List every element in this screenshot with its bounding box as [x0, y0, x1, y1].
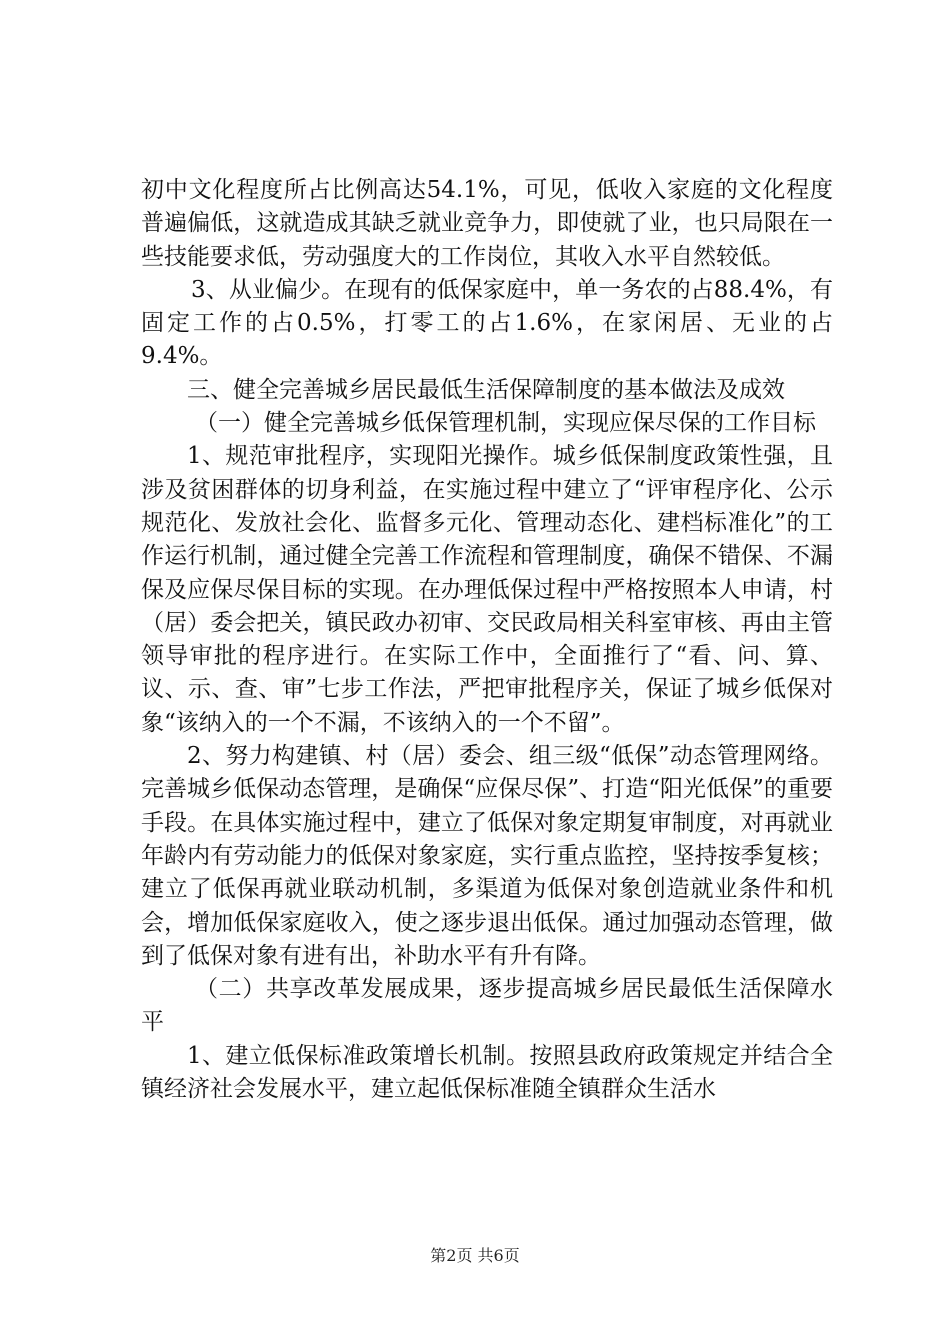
- paragraph-growth-mechanism: 1、建立低保标准政策增长机制。按照县政府政策规定并结合全镇经济社会发展水平，建立起低保标准随全镇群众生活水: [141, 1042, 833, 1103]
- paragraph-education: 初中文化程度所占比例高达54.1%，可见，低收入家庭的文化程度普遍偏低，这就造成其缺乏就业竞争力，即使就了业，也只局限在一些技能要求低，劳动强度大的工作岗位，其收入水平自然较低。: [141, 177, 833, 270]
- paragraph-employment: 3、从业偏少。在现有的低保家庭中，单一务农的占88.4%，有固定工作的占0.5%，打零工的占1.6%，在家闲居、无业的占9.4%。: [141, 276, 833, 370]
- paragraph-dynamic-management: 2、努力构建镇、村（居）委会、组三级“低保”动态管理网络。完善城乡低保动态管理，是确保“应保尽保”、打造“阳光低保”的重要手段。在具体实施过程中，建立了低保对象定期复审制度，对再就业年龄内有劳动能力的低保对象家庭，实行重点监控，坚持按季复核；建立了低保再就业联动机制，多渠道为低保对象创造就业条件和机会，增加低保家庭收入，使之逐步退出低保。通过加强动态管理，做到了低保对象有进有出，补助水平有升有降。: [141, 743, 833, 969]
- document-body: [141, 174, 833, 1106]
- paragraph-approval-procedure: 1、规范审批程序，实现阳光操作。城乡低保制度政策性强，且涉及贫困群体的切身利益，在实施过程中建立了“评审程序化、公示规范化、发放社会化、监督多元化、管理动态化、建档标准化”的工作运行机制，通过健全完善工作流程和管理制度，确保不错保、不漏保及应保尽保目标的实现。在办理低保过程中严格按照本人申请，村（居）委会把关，镇民政办初审、交民政局相关科室审核、再由主管领导审批的程序进行。在实际工作中，全面推行了“看、问、算、议、示、查、审”七步工作法，严把审批程序关，保证了城乡低保对象“该纳入的一个不漏，不该纳入的一个不留”。: [141, 443, 833, 736]
- subsection-heading-two: （二）共享改革发展成果，逐步提高城乡居民最低生活保障水平: [141, 976, 833, 1036]
- subsection-heading-one: （一）健全完善城乡低保管理机制，实现应保尽保的工作目标: [195, 410, 816, 437]
- section-heading-three: 三、健全完善城乡居民最低生活保障制度的基本做法及成效: [187, 376, 785, 403]
- page-number: 第2页 共6页: [430, 1246, 520, 1265]
